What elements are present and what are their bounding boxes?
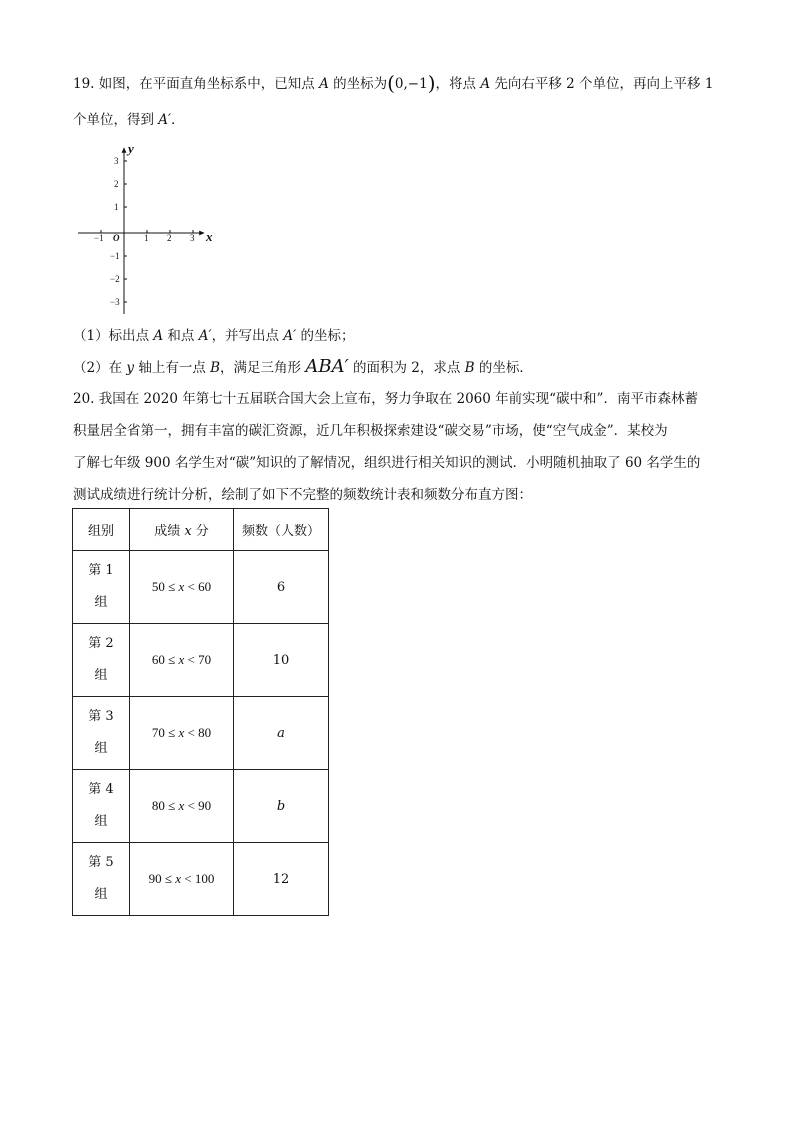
header-group: 组别 xyxy=(73,509,130,551)
table-row xyxy=(73,770,329,843)
group-cell: 第 4 组 xyxy=(73,770,130,843)
q19-line-2: 个单位，得到 A′． xyxy=(73,112,185,128)
group-cell: 第 5 组 xyxy=(73,843,130,916)
score-range-cell: 90 ≤ x < 100 xyxy=(130,843,234,916)
table-header-row xyxy=(73,509,329,551)
table-row xyxy=(73,624,329,697)
q20-line-4: 测试成绩进行统计分析，绘制了如下不完整的频数统计表和频数分布直方图： xyxy=(73,487,532,503)
frequency-table xyxy=(72,508,329,916)
y-tick-label: 2 xyxy=(114,179,119,189)
x-tick-label: 2 xyxy=(167,233,172,243)
y-tick-label: −2 xyxy=(110,274,120,284)
coordinate-axes xyxy=(74,142,224,318)
coordinate-value: 0,−1 xyxy=(394,76,428,92)
header-score: 成绩 x 分 xyxy=(130,509,234,551)
score-range-cell: 60 ≤ x < 70 xyxy=(130,624,234,697)
y-tick-label: −1 xyxy=(110,251,120,261)
x-tick-label: 1 xyxy=(144,233,149,243)
x-tick-label: −1 xyxy=(94,233,104,243)
group-cell: 第 2 组 xyxy=(73,624,130,697)
q19-part-1: （1）标出点 A 和点 A′，并写出点 A′ 的坐标； xyxy=(73,328,355,344)
q19-line-1: 19. 如图，在平面直角坐标系中，已知点 A 的坐标为(0,−1)，将点 A 先向右平移 2 个单位，再向上平移 1 xyxy=(73,71,714,95)
group-cell: 第 3 组 xyxy=(73,697,130,770)
y-axis-label: y xyxy=(128,142,134,156)
frequency-cell: 10 xyxy=(234,624,329,697)
frequency-cell: b xyxy=(234,770,329,843)
q20-line-3: 了解七年级 900 名学生对“碳”知识的了解情况，组织进行相关知识的测试．小明随机抽取了 60 名学生的 xyxy=(73,455,701,471)
y-tick-label: 3 xyxy=(114,156,119,166)
x-tick-label: 3 xyxy=(190,233,195,243)
group-cell: 第 1 组 xyxy=(73,551,130,624)
table-row xyxy=(73,843,329,916)
frequency-cell: 6 xyxy=(234,551,329,624)
frequency-cell: a xyxy=(234,697,329,770)
score-range-cell: 50 ≤ x < 60 xyxy=(130,551,234,624)
table-row xyxy=(73,551,329,624)
y-tick-label: 1 xyxy=(114,202,119,212)
header-frequency: 频数（人数） xyxy=(234,509,329,551)
table-row xyxy=(73,697,329,770)
origin-label: O xyxy=(113,233,120,243)
q20-line-2: 积量居全省第一，拥有丰富的碳汇资源，近几年积极探索建设“碳交易”市场，使“空气成金”．某校为 xyxy=(73,423,668,439)
x-axis-label: x xyxy=(206,229,213,244)
y-tick-label: −3 xyxy=(110,297,120,307)
q20-line-1: 20. 我国在 2020 年第七十五届联合国大会上宣布，努力争取在 2060 年前实现“碳中和”．南平市森林蓄 xyxy=(73,391,698,407)
score-range-cell: 70 ≤ x < 80 xyxy=(130,697,234,770)
score-range-cell: 80 ≤ x < 90 xyxy=(130,770,234,843)
q19-part-2: （2）在 y 轴上有一点 B，满足三角形 ABA′ 的面积为 2，求点 B 的坐标． xyxy=(73,356,533,377)
frequency-cell: 12 xyxy=(234,843,329,916)
